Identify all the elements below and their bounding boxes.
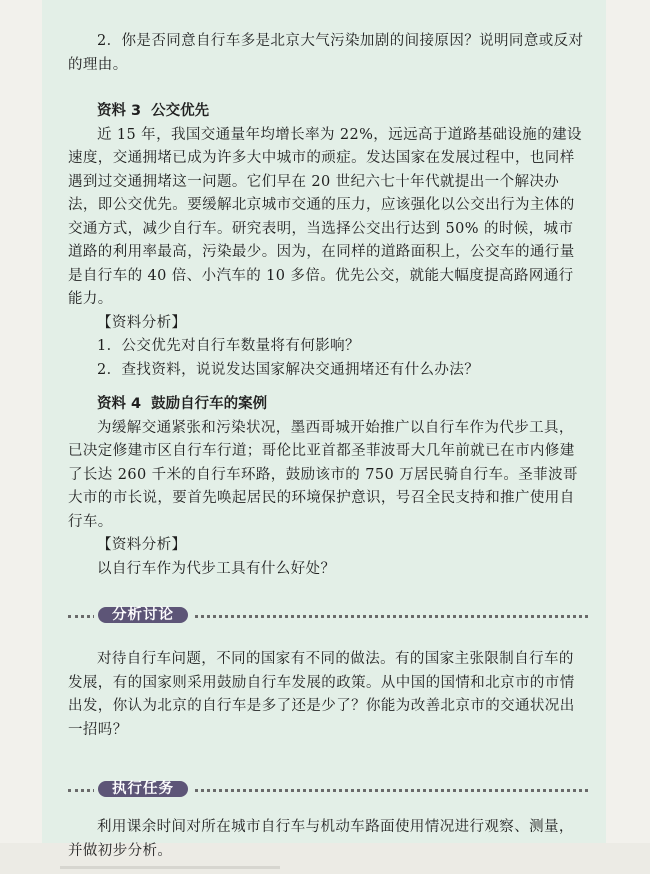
discussion-body: 对待自行车问题，不同的国家有不同的做法。有的国家主张限制自行车的发展，有的国家则采用鼓励自行车发展的政策。从中国的国情和北京市的市情出发，你认为北京的自行车是多了还是少了？你能为改善北京市的交通状况出一招吗？ <box>68 651 575 738</box>
task-body: 利用课余时间对所在城市自行车与机动车路面使用情况进行观察、测量，并做初步分析。 <box>68 819 574 859</box>
task-label: 执行任务 <box>98 781 188 797</box>
material-3-question-1: 1．公交优先对自行车数量将有何影响？ <box>97 338 360 354</box>
material-3-title: 公交优先 <box>151 103 210 119</box>
material-3-label: 资料 3 <box>97 103 142 119</box>
document-content <box>68 30 588 863</box>
material-3-body: 近 15 年，我国交通量年均增长率为 22%，远远高于道路基础设施的建设速度，交通拥堵已成为许多大中城市的顽症。发达国家在发展过程中，也同样遇到过交通拥堵这一问题。它们早在 20 世纪六七十年代就提出一个解决办法，即公交优先。要缓解北京城市交通的压力，应该强化以公交出行为主体的交通方式，减少自行车。研究表明，当选择公交出行达到 50% 的时候，城市道路的利用率最高，污染最少。因为，在同样的道路面积上，公交车的通行量是自行车的 40 倍、小汽车的 10 多倍。优先公交，就能大幅度提高路网通行能力。 <box>68 126 582 307</box>
material-4-analysis-label: 【资料分析】 <box>97 537 187 553</box>
task-section-header <box>68 778 588 802</box>
material-4-label: 资料 4 <box>97 396 142 412</box>
intro-question-2: 2．你是否同意自行车多是北京大气污染加剧的间接原因？说明同意或反对的理由。 <box>68 33 584 73</box>
material-4-body: 为缓解交通紧张和污染状况，墨西哥城开始推广以自行车作为代步工具，已决定修建市区自行车行道；哥伦比亚首都圣菲波哥大几年前就已在市内修建了长达 260 千米的自行车环路，鼓励该市的 750 万居民骑自行车。圣菲波哥大市的市长说，要首先唤起居民的环境保护意识，号召全民支持和推广使用自行车。 <box>68 419 578 530</box>
material-3-question-2: 2．查找资料，说说发达国家解决交通拥堵还有什么办法？ <box>97 361 480 378</box>
material-4-title: 鼓励自行车的案例 <box>151 396 268 412</box>
material-4-heading <box>68 393 588 417</box>
material-3-heading <box>68 100 588 124</box>
discussion-section-header <box>68 604 588 628</box>
discussion-label: 分析讨论 <box>98 607 188 623</box>
material-3-analysis-label: 【资料分析】 <box>97 314 187 331</box>
next-page-bleed <box>60 866 280 869</box>
material-4-question-1: 以自行车作为代步工具有什么好处？ <box>97 560 336 577</box>
